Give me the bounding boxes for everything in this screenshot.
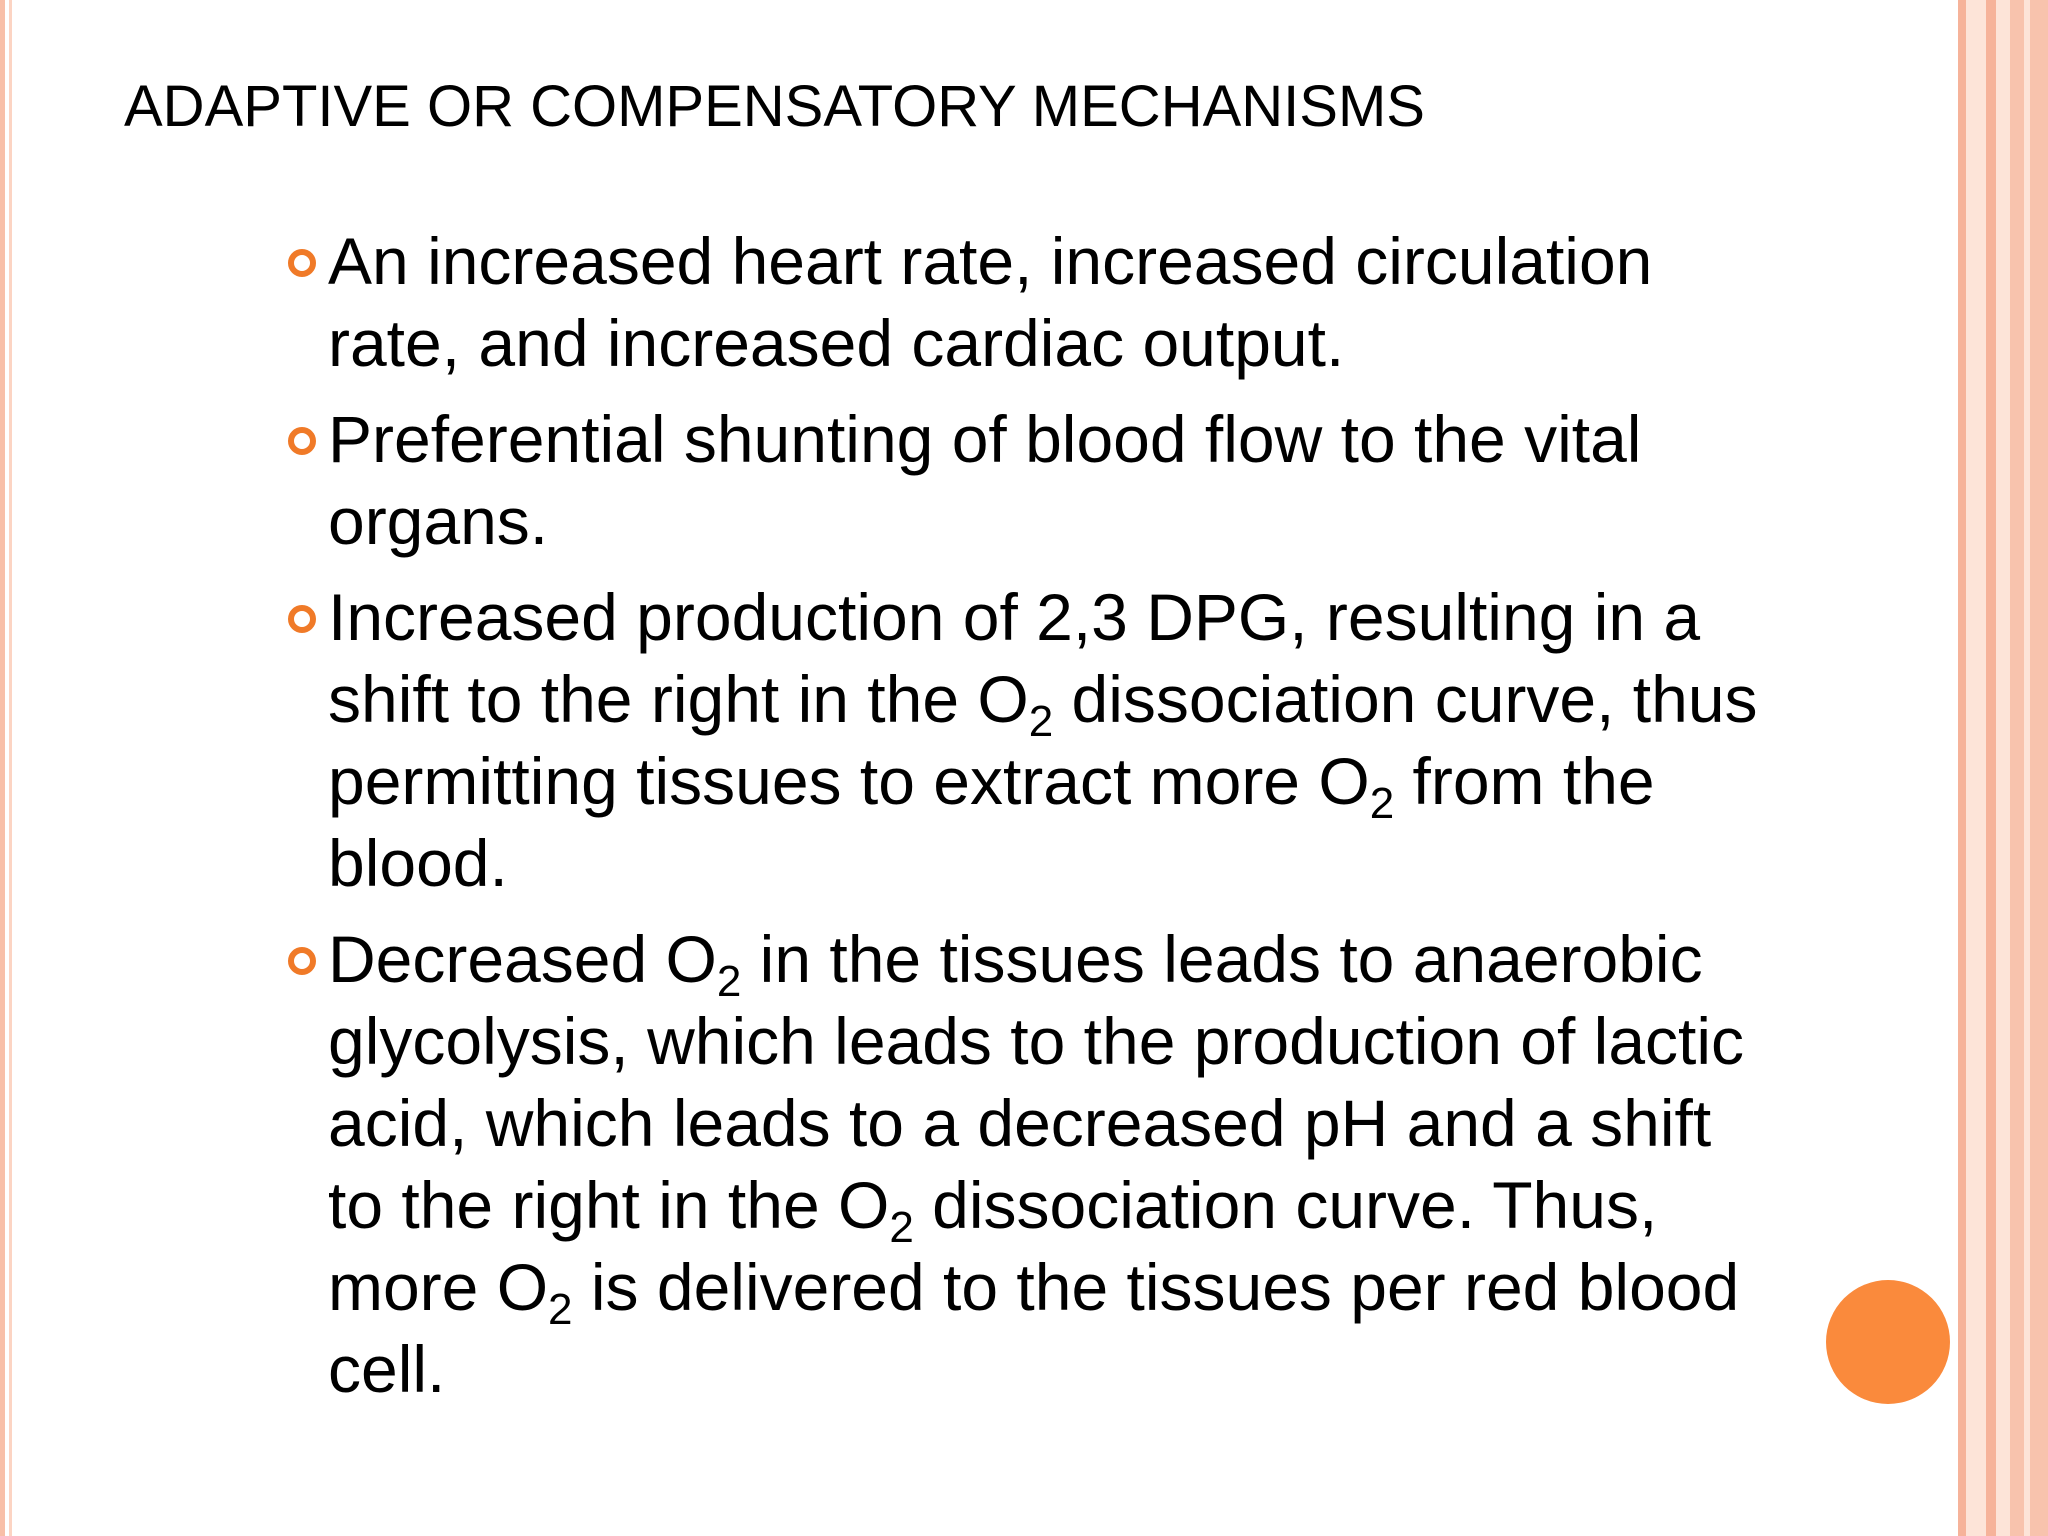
bullet-text: An increased heart rate, increased circulation rate, and increased cardiac output. xyxy=(328,224,1653,380)
left-border-line-inner xyxy=(9,0,12,1536)
right-stripe xyxy=(2024,0,2030,1536)
right-stripe xyxy=(1986,0,1996,1536)
subscript: 2 xyxy=(548,1285,573,1334)
right-stripe xyxy=(1966,0,1986,1536)
bullet-text: Decreased $O_2$ in the tissues leads to anaerobic glycolysis, which leads to the production of lactic acid, which leads to a decreased pH and a shift to the right in the $O_2$ dissociation curve. Thus, more $O_2$ is delivered to the tissues per red blood cell. xyxy=(328,922,1745,1406)
right-stripe xyxy=(1958,0,1966,1536)
bullet-text: Preferential shunting of blood flow to the vital organs. xyxy=(328,402,1642,558)
ring-bullet-icon xyxy=(288,947,316,975)
right-decorative-band xyxy=(1958,0,2048,1536)
right-stripe xyxy=(1996,0,2010,1536)
ring-bullet-icon xyxy=(288,249,316,277)
subscript: 2 xyxy=(1028,697,1054,746)
ring-bullet-icon xyxy=(288,427,316,455)
ring-bullet-icon xyxy=(288,605,316,633)
bullet-item xyxy=(288,398,1768,562)
left-border-line xyxy=(0,0,5,1536)
bullet-list xyxy=(288,220,1768,1424)
bullet-item xyxy=(288,576,1768,904)
subscript: 2 xyxy=(889,1203,914,1252)
slide-title: ADAPTIVE OR COMPENSATORY MECHANISMS xyxy=(124,74,1425,139)
subscript: 2 xyxy=(716,957,742,1006)
bullet-text: Increased production of 2,3 DPG, resulting in a shift to the right in the $O_2$ dissociation curve, thus permitting tissues to extract more $O_2$ from the blood. xyxy=(328,580,1758,900)
subscript: 2 xyxy=(1369,779,1395,828)
bullet-item xyxy=(288,220,1768,384)
orange-circle-icon xyxy=(1826,1280,1950,1404)
bullet-item xyxy=(288,918,1768,1410)
